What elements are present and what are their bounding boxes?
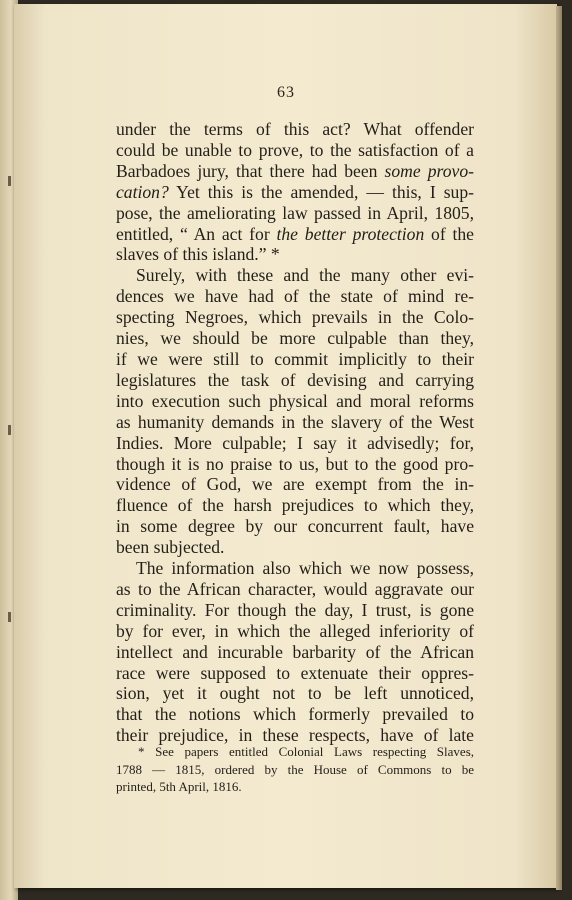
text-run: fluence of the harsh prejudices to which they, (116, 495, 474, 516)
text-line (116, 203, 474, 224)
text-line (116, 328, 474, 349)
text-line (116, 579, 474, 600)
text-line (116, 391, 474, 412)
text-line (116, 516, 474, 537)
text-run: could be unable to prove, to the satisfaction of a (116, 139, 474, 160)
body-text (116, 119, 474, 746)
text-line (116, 265, 474, 286)
text-line (116, 621, 474, 642)
text-run: * See papers entitled Colonial Laws respecting Slaves, (138, 744, 474, 759)
text-line (116, 704, 474, 725)
text-run: by for ever, in which the alleged inferiority of (116, 620, 474, 641)
binding-mark (8, 176, 11, 186)
text-run: in some degree by our concurrent fault, have (116, 516, 474, 537)
text-line (116, 224, 474, 245)
footnote-line (116, 743, 474, 761)
text-run: Surely, with these and the many other evi- (136, 265, 474, 286)
text-line (116, 537, 474, 558)
text-run: The information also which we now possess, (136, 558, 474, 579)
text-line (116, 663, 474, 684)
text-line (116, 182, 474, 203)
binding-mark (8, 425, 11, 435)
text-run: been subjected. (116, 537, 225, 558)
text-line (116, 558, 474, 579)
text-line (116, 307, 474, 328)
text-run: that the notions which formerly prevailed to (116, 704, 474, 725)
paragraph (116, 119, 474, 265)
text-run: if we were still to commit implicitly to their (116, 348, 474, 369)
text-run: slaves of this island.” * (116, 244, 280, 265)
italic-text: some provo- (384, 160, 475, 181)
text-run: though it is no praise to us, but to the good pro- (116, 453, 474, 474)
text-line (116, 683, 474, 704)
text-run: sion, yet it ought not to be left unnoticed, (116, 683, 474, 704)
italic-text: cation? (116, 181, 169, 202)
text-run: Barbadoes jury, that there had been (116, 160, 385, 181)
text-run: under the terms of this act? What offender (116, 119, 474, 139)
text-run: as humanity demands in the slavery of the West (116, 411, 474, 432)
text-run: specting Negroes, which prevails in the Colo- (116, 307, 474, 328)
text-run: entitled, “ An act for (116, 223, 277, 244)
text-line (116, 474, 474, 495)
text-run: race were supposed to extenuate their oppres- (116, 662, 474, 683)
text-line (116, 140, 474, 161)
footnote-line (116, 761, 474, 779)
text-run: as to the African character, would aggravate our (116, 578, 474, 599)
text-line (116, 433, 474, 454)
paragraph (116, 558, 474, 746)
text-run: 1788 — 1815, ordered by the House of Commons to be (116, 761, 474, 777)
text-run: Indies. More culpable; I say it advisedly; for, (116, 432, 474, 453)
text-run: intellect and incurable barbarity of the African (116, 641, 474, 662)
italic-text: the better protection (276, 223, 425, 244)
text-line (116, 412, 474, 433)
footnote (116, 743, 474, 796)
text-line (116, 454, 474, 475)
text-line (116, 119, 474, 140)
text-line (116, 286, 474, 307)
text-run: of the (424, 223, 474, 244)
text-run: Yet this is the amended, — this, I sup- (168, 181, 474, 202)
text-run: criminality. For though the day, I trust, is gone (116, 599, 474, 620)
text-run: dences we have had of the state of mind re- (116, 286, 474, 307)
text-line (116, 370, 474, 391)
text-line (116, 349, 474, 370)
binding-mark (8, 612, 11, 622)
text-run: legislatures the task of devising and carrying (116, 369, 474, 390)
text-run: vidence of God, we are exempt from the in- (116, 474, 474, 495)
page-fore-edge (556, 6, 562, 890)
text-run: into execution such physical and moral reforms (116, 390, 474, 411)
text-line (116, 244, 474, 265)
text-run: nies, we should be more culpable than they, (116, 328, 474, 349)
text-run: pose, the ameliorating law passed in April, 1805, (116, 202, 474, 223)
text-line (116, 161, 474, 182)
paragraph (116, 265, 474, 558)
text-run: printed, 5th April, 1816. (116, 779, 242, 794)
text-line (116, 600, 474, 621)
text-run: their prejudice, in these respects, have of late (116, 725, 474, 746)
text-line (116, 642, 474, 663)
text-line (116, 495, 474, 516)
footnote-line (116, 778, 474, 796)
page-number: 63 (277, 84, 295, 101)
